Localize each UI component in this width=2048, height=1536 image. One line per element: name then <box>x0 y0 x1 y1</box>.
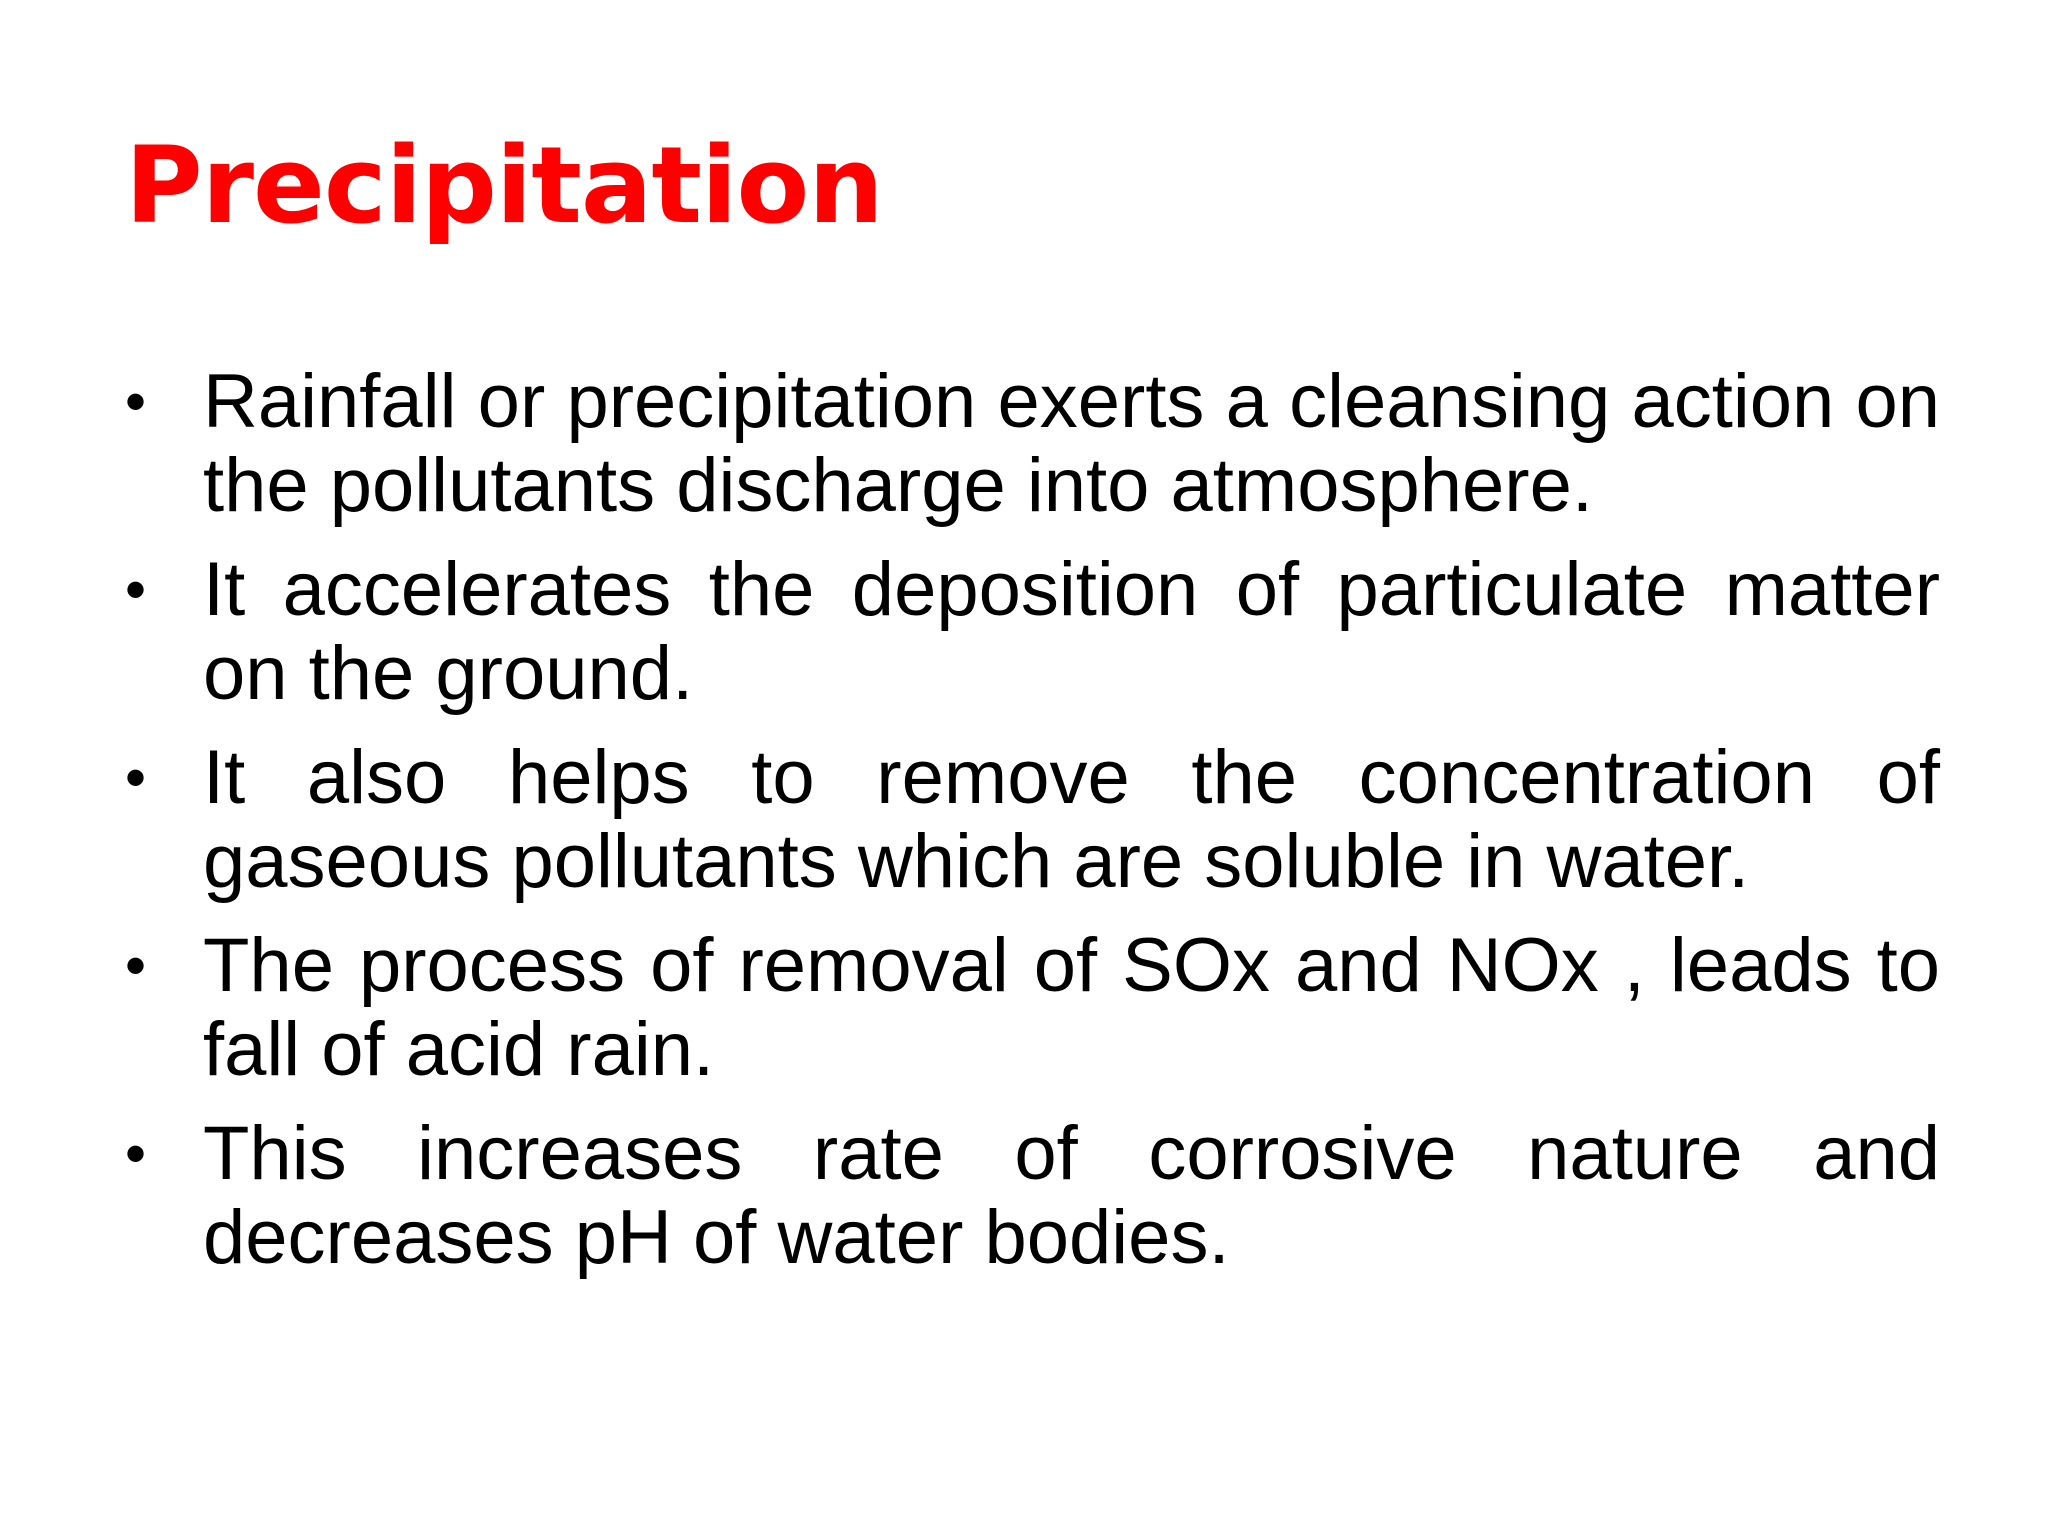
bullet-text: The process of removal of SOx and NOx , leads to fall of acid rain. <box>203 923 1940 1092</box>
bullet-icon: • <box>125 932 147 999</box>
bullet-icon: • <box>125 368 147 435</box>
bullet-text: It accelerates the deposition of particulate matter on the ground. <box>203 547 1940 716</box>
bullet-item <box>125 924 1940 1092</box>
bullet-icon: • <box>125 556 147 623</box>
bullet-text: This increases rate of corrosive nature and decreases pH of water bodies. <box>203 1111 1940 1280</box>
bullet-icon: • <box>125 1120 147 1187</box>
bullet-item <box>125 736 1940 904</box>
bullet-list <box>125 360 1940 1300</box>
bullet-item <box>125 360 1940 528</box>
bullet-text: It also helps to remove the concentration of gaseous pollutants which are soluble in water. <box>203 735 1940 904</box>
slide-title: Precipitation <box>125 124 883 247</box>
bullet-icon: • <box>125 744 147 811</box>
bullet-item <box>125 548 1940 716</box>
bullet-text: Rainfall or precipitation exerts a cleansing action on the pollutants discharge into atmosphere. <box>203 359 1940 528</box>
bullet-item <box>125 1112 1940 1280</box>
